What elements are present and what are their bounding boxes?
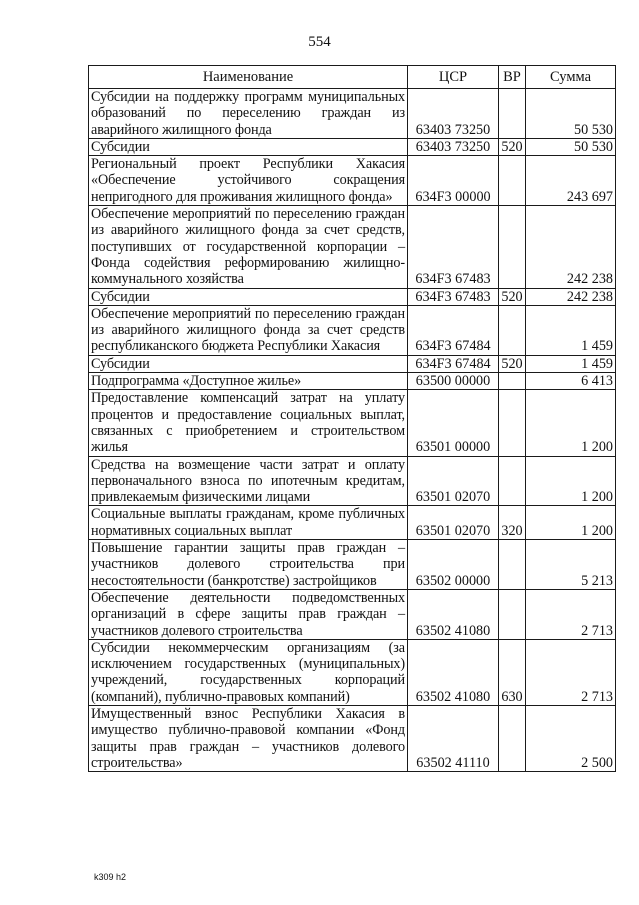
row-csr: 63500 00000: [408, 373, 499, 390]
table-row: [89, 456, 616, 506]
row-sum: 5 213: [526, 540, 616, 590]
row-sum: 243 697: [526, 156, 616, 206]
table-row: [89, 506, 616, 540]
row-vr: [499, 705, 526, 771]
table-row: [89, 206, 616, 288]
row-vr: 630: [499, 639, 526, 705]
row-csr: 63403 73250: [408, 138, 499, 155]
row-name: Социальные выплаты гражданам, кроме публичных нормативных социальных выплат: [89, 506, 408, 540]
row-vr: [499, 305, 526, 355]
row-vr: [499, 89, 526, 139]
table-row: [89, 540, 616, 590]
row-vr: 520: [499, 138, 526, 155]
row-name: Субсидии на поддержку программ муниципальных образований по переселению граждан из аварийного жилищного фонда: [89, 89, 408, 139]
row-vr: [499, 589, 526, 639]
table-row: [89, 288, 616, 305]
row-csr: 634F3 67483: [408, 206, 499, 288]
row-sum: 1 200: [526, 456, 616, 506]
row-sum: 1 200: [526, 506, 616, 540]
row-sum: 2 713: [526, 639, 616, 705]
row-csr: 63502 41080: [408, 589, 499, 639]
row-vr: 520: [499, 355, 526, 372]
row-vr: [499, 390, 526, 456]
row-name: Субсидии: [89, 288, 408, 305]
row-name: Обеспечение мероприятий по переселению граждан из аварийного жилищного фонда за счет средств республиканского бюджета Республики Хакасия: [89, 305, 408, 355]
row-sum: 50 530: [526, 138, 616, 155]
table-header-row: [89, 66, 616, 89]
row-name: Подпрограмма «Доступное жилье»: [89, 373, 408, 390]
table-row: [89, 705, 616, 771]
header-sum: Сумма: [526, 66, 616, 89]
table-row: [89, 138, 616, 155]
row-name: Имущественный взнос Республики Хакасия в имущество публично-правовой компании «Фонд защиты прав граждан – участников долевого строительства»: [89, 705, 408, 771]
row-sum: 242 238: [526, 206, 616, 288]
row-vr: [499, 540, 526, 590]
document-code: k309 h2: [94, 872, 127, 882]
table-row: [89, 589, 616, 639]
row-name: Средства на возмещение части затрат и оплату первоначального взноса по ипотечным кредитам, привлекаемым физическими лицами: [89, 456, 408, 506]
row-csr: 63501 00000: [408, 390, 499, 456]
row-csr: 634F3 67484: [408, 355, 499, 372]
header-vr: ВР: [499, 66, 526, 89]
row-sum: 2 713: [526, 589, 616, 639]
row-vr: 320: [499, 506, 526, 540]
row-csr: 63502 41110: [408, 705, 499, 771]
table-row: [89, 355, 616, 372]
row-name: Предоставление компенсаций затрат на уплату процентов и предоставление социальных выплат, связанных с приобретением и строительством жилья: [89, 390, 408, 456]
header-csr: ЦСР: [408, 66, 499, 89]
row-csr: 634F3 00000: [408, 156, 499, 206]
header-name: Наименование: [89, 66, 408, 89]
row-name: Обеспечение деятельности подведомственных организаций в сфере защиты прав граждан – участников долевого строительства: [89, 589, 408, 639]
row-sum: 1 459: [526, 355, 616, 372]
row-sum: 1 459: [526, 305, 616, 355]
row-name: Повышение гарантии защиты прав граждан – участников долевого строительства при несостоятельности (банкротстве) застройщиков: [89, 540, 408, 590]
table-row: [89, 639, 616, 705]
row-sum: 50 530: [526, 89, 616, 139]
row-vr: [499, 373, 526, 390]
row-sum: 6 413: [526, 373, 616, 390]
row-name: Субсидии: [89, 355, 408, 372]
table-row: [89, 390, 616, 456]
table-row: [89, 305, 616, 355]
row-vr: [499, 206, 526, 288]
row-csr: 634F3 67484: [408, 305, 499, 355]
budget-table: [88, 65, 616, 772]
row-name: Региональный проект Республики Хакасия «Обеспечение устойчивого сокращения непригодного для проживания жилищного фонда»: [89, 156, 408, 206]
table-row: [89, 89, 616, 139]
row-vr: [499, 456, 526, 506]
row-name: Обеспечение мероприятий по переселению граждан из аварийного жилищного фонда за счет средств, поступивших от государственной корпорации – Фонда содействия реформированию жилищно-коммунального хозяйства: [89, 206, 408, 288]
page-number: 554: [308, 34, 331, 50]
table-row: [89, 156, 616, 206]
row-csr: 63501 02070: [408, 506, 499, 540]
row-vr: 520: [499, 288, 526, 305]
row-csr: 63502 41080: [408, 639, 499, 705]
row-csr: 63501 02070: [408, 456, 499, 506]
row-sum: 242 238: [526, 288, 616, 305]
row-csr: 63403 73250: [408, 89, 499, 139]
row-csr: 63502 00000: [408, 540, 499, 590]
row-name: Субсидии некоммерческим организациям (за исключением государственных (муниципальных) учреждений, государственных корпораций (компаний), публично-правовых компаний): [89, 639, 408, 705]
row-vr: [499, 156, 526, 206]
row-sum: 2 500: [526, 705, 616, 771]
row-csr: 634F3 67483: [408, 288, 499, 305]
row-name: Субсидии: [89, 138, 408, 155]
table-row: [89, 373, 616, 390]
row-sum: 1 200: [526, 390, 616, 456]
